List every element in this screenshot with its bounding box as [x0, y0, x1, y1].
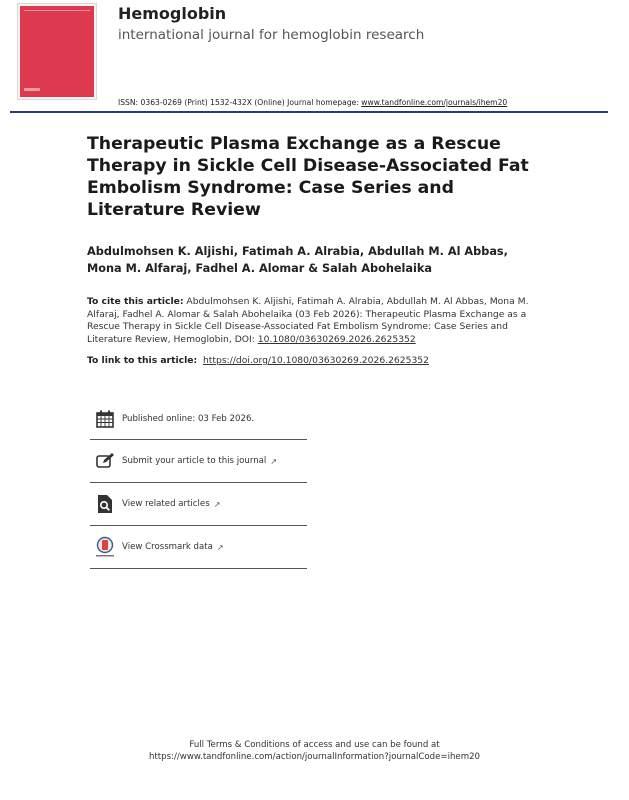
journal-subtitle: international journal for hemoglobin research	[118, 27, 425, 43]
submit-article-row[interactable]	[90, 440, 307, 483]
citation-block	[87, 296, 537, 346]
crossmark-row[interactable]	[90, 526, 307, 569]
cite-doi-link[interactable]: 10.1080/03630269.2026.2625352	[257, 333, 416, 345]
issn-text: ISSN: 0363-0269 (Print) 1532-432X (Online) Journal homepage:	[118, 98, 362, 107]
external-link-icon: ↗	[216, 542, 224, 552]
crossmark-icon	[94, 536, 116, 558]
link-label: To link to this article:	[87, 355, 198, 366]
edit-icon	[94, 450, 116, 472]
issn-line	[118, 98, 507, 107]
published-online-text: Published online: 03 Feb 2026.	[122, 413, 255, 424]
related-articles-row[interactable]	[90, 483, 307, 526]
journal-cover	[17, 3, 97, 100]
external-link-icon: ↗	[270, 456, 278, 466]
submit-article-link[interactable]: Submit your article to this journal	[122, 456, 267, 466]
article-authors: Abdulmohsen K. Aljishi, Fatimah A. Alrabia, Abdullah M. Al Abbas, Mona M. Alfaraj, Fadhel A. Alomar & Salah Abohelaika	[87, 245, 508, 275]
journal-title: Hemoglobin	[118, 4, 227, 23]
calendar-icon	[94, 408, 116, 430]
related-articles-link[interactable]: View related articles	[122, 499, 210, 509]
cover-header-line	[24, 10, 90, 12]
terms-footer	[0, 739, 629, 763]
search-document-icon	[94, 493, 116, 515]
external-link-icon: ↗	[213, 499, 221, 509]
terms-text: Full Terms & Conditions of access and use can be found at	[189, 740, 440, 750]
cover-logo	[24, 88, 40, 91]
journal-homepage-link[interactable]: www.tandfonline.com/journals/ihem20	[361, 98, 508, 107]
article-link-line	[87, 355, 429, 366]
header-divider	[10, 111, 608, 113]
crossmark-link[interactable]: View Crossmark data	[122, 542, 213, 552]
journal-cover-image	[20, 6, 94, 97]
terms-link[interactable]: https://www.tandfonline.com/action/journalInformation?journalCode=ihem20	[148, 752, 481, 762]
cite-text: Abdulmohsen K. Aljishi, Fatimah A. Alrabia, Abdullah M. Al Abbas, Mona M. Alfaraj, Fadhel A. Alomar & Salah Abohelaika (03 Feb 2026): Therapeutic Plasma Exchange as a Rescue Therapy in Sickle Cell Disease-Associated Fat Embolism Syndrome: Case Series and Literature Review, Hemoglobin, DOI:	[87, 296, 529, 345]
article-title: Therapeutic Plasma Exchange as a Rescue Therapy in Sickle Cell Disease-Associated Fat Embolism Syndrome: Case Series and Literature Review	[87, 134, 529, 220]
article-doi-link[interactable]: https://doi.org/10.1080/03630269.2026.2625352	[202, 355, 429, 366]
article-info-box	[90, 398, 307, 569]
published-online-row	[90, 398, 307, 440]
cite-label: To cite this article:	[87, 296, 184, 307]
